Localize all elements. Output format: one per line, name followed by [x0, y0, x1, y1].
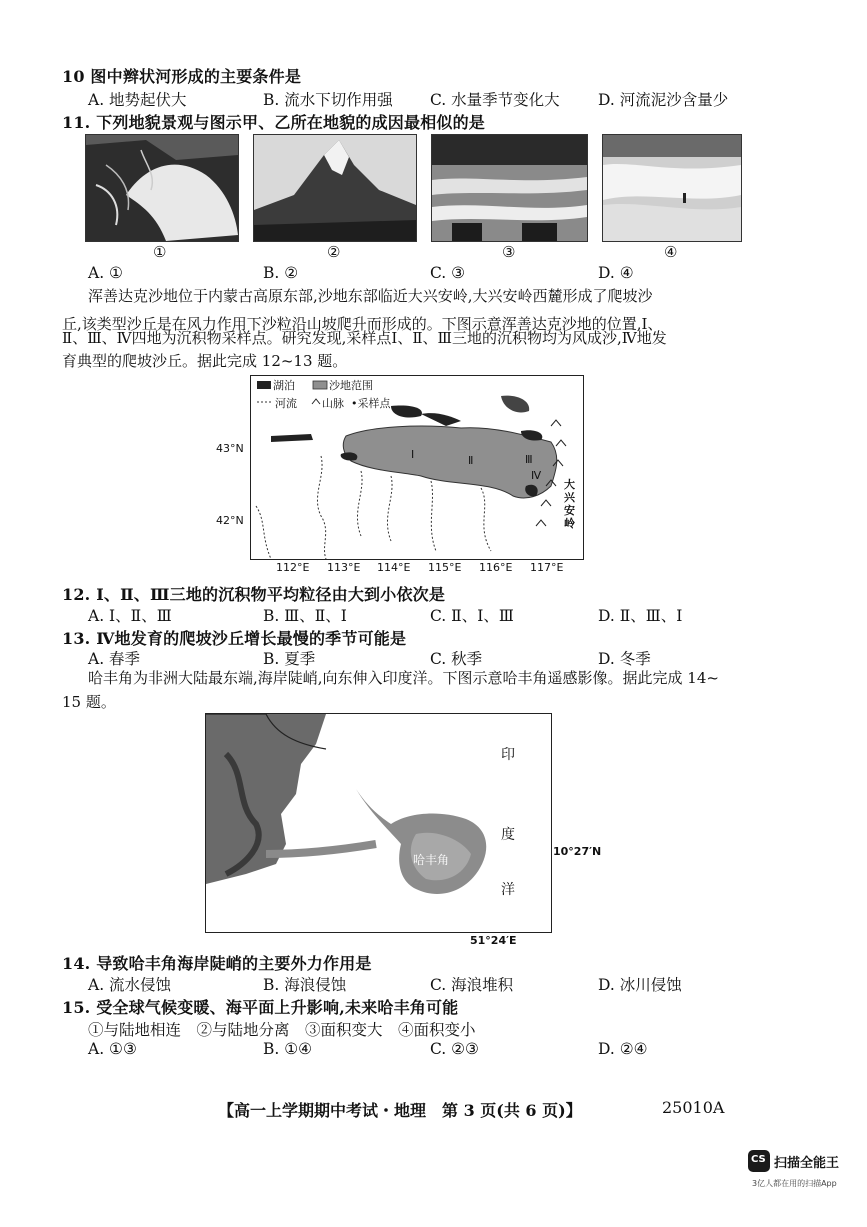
- photo-2: [253, 134, 417, 242]
- q14-option-a: A. 流水侵蚀: [88, 976, 172, 994]
- q15-option-d: D. ②④: [598, 1040, 648, 1058]
- q11-stem: 11. 下列地貌景观与图示甲、乙所在地貌的成因最相似的是: [62, 113, 486, 132]
- q15-option-b: B. ①④: [263, 1040, 313, 1058]
- photo-1: [85, 134, 239, 242]
- sample-point-2: Ⅱ: [468, 454, 474, 467]
- lat-43: 43°N: [216, 442, 244, 455]
- q10-option-a: A. 地势起伏大: [88, 91, 187, 109]
- sample-point-1: Ⅰ: [411, 448, 415, 461]
- scanner-brand: 扫描全能王: [774, 1156, 840, 1171]
- photo-4: [602, 134, 742, 242]
- lon-112: 112°E: [276, 561, 310, 574]
- q12-option-a: A. Ⅰ、Ⅱ、Ⅲ: [88, 607, 172, 625]
- passage1-line-1: 浑善达克沙地位于内蒙古高原东部,沙地东部临近大兴安岭,大兴安岭西麓形成了爬坡沙: [88, 287, 653, 305]
- photo-label-1: ①: [153, 243, 167, 261]
- scanner-logo-badge: CS: [751, 1154, 766, 1165]
- legend-mountain: 山脉: [322, 397, 344, 410]
- q13-option-a: A. 春季: [88, 650, 141, 668]
- cape-label: 哈丰角: [413, 853, 450, 867]
- q15-statements: ①与陆地相连 ②与陆地分离 ③面积变大 ④面积变小: [88, 1021, 476, 1039]
- photo-label-4: ④: [664, 243, 678, 261]
- q11-option-a: A. ①: [88, 264, 123, 282]
- q15-option-c: C. ②③: [430, 1040, 479, 1058]
- lat-label: 10°27′N: [553, 845, 602, 858]
- lon-114: 114°E: [377, 561, 411, 574]
- scanner-logo-icon: [748, 1150, 770, 1172]
- lon-116: 116°E: [479, 561, 513, 574]
- range-label-2: 兴: [564, 491, 575, 504]
- page-footer-title: 【高一上学期期中考试・地理 第 3 页(共 6 页)】: [218, 1101, 582, 1120]
- lon-113: 113°E: [327, 561, 361, 574]
- sample-point-4: Ⅳ: [531, 469, 542, 482]
- q11-option-c: C. ③: [430, 264, 466, 282]
- ocean-label-2: 度: [501, 827, 515, 843]
- legend-sample: •采样点: [351, 397, 391, 410]
- lon-label: 51°24′E: [470, 934, 517, 947]
- q13-option-c: C. 秋季: [430, 650, 483, 668]
- sandland-map: [250, 375, 584, 560]
- ocean-label-1: 印: [501, 747, 515, 763]
- cape-satellite-image: [205, 713, 552, 933]
- q15-option-a: A. ①③: [88, 1040, 137, 1058]
- ocean-label-3: 洋: [501, 882, 515, 898]
- q13-stem: 13. Ⅳ地发育的爬坡沙丘增长最慢的季节可能是: [62, 629, 407, 648]
- q12-option-d: D. Ⅱ、Ⅲ、Ⅰ: [598, 607, 683, 625]
- q12-stem: 12. Ⅰ、Ⅱ、Ⅲ三地的沉积物平均粒径由大到小依次是: [62, 585, 446, 604]
- q10-option-c: C. 水量季节变化大: [430, 91, 560, 109]
- passage1-line-3: Ⅱ、Ⅲ、Ⅳ四地为沉积物采样点。研究发现,采样点Ⅰ、Ⅱ、Ⅲ三地的沉积物均为风成沙,Ⅳ地发: [62, 329, 667, 347]
- passage1-line-2: 丘,该类型沙丘是在风力作用下沙粒沿山坡爬升而形成的。下图示意浑善达克沙地的位置,Ⅰ、: [62, 315, 663, 333]
- q11-option-b: B. ②: [263, 264, 299, 282]
- q10-option-b: B. 流水下切作用强: [263, 91, 393, 109]
- passage1-line-4: 育典型的爬坡沙丘。据此完成 12~13 题。: [62, 352, 348, 370]
- q11-option-d: D. ④: [598, 264, 634, 282]
- q10-stem: 10 图中辫状河形成的主要条件是: [62, 67, 302, 86]
- legend-sand: 沙地范围: [329, 379, 373, 392]
- photo-label-2: ②: [327, 243, 341, 261]
- passage2-line-1: 哈丰角为非洲大陆最东端,海岸陡峭,向东伸入印度洋。下图示意哈丰角遥感影像。据此完成 14~: [88, 669, 719, 687]
- q12-option-c: C. Ⅱ、Ⅰ、Ⅲ: [430, 607, 514, 625]
- photo-3: [431, 134, 588, 242]
- legend-river: 河流: [275, 397, 297, 410]
- page-footer-code: 25010A: [662, 1098, 725, 1117]
- q14-option-c: C. 海浪堆积: [430, 976, 514, 994]
- q14-stem: 14. 导致哈丰角海岸陡峭的主要外力作用是: [62, 954, 372, 973]
- scanner-tagline: 3亿人都在用的扫描App: [752, 1179, 837, 1188]
- range-label-1: 大: [564, 478, 575, 491]
- passage2-line-2: 15 题。: [62, 693, 116, 711]
- q12-option-b: B. Ⅲ、Ⅱ、Ⅰ: [263, 607, 347, 625]
- q13-option-b: B. 夏季: [263, 650, 316, 668]
- legend-lake: 湖泊: [273, 379, 295, 392]
- photo-label-3: ③: [502, 243, 516, 261]
- q13-option-d: D. 冬季: [598, 650, 651, 668]
- q14-option-d: D. 冰川侵蚀: [598, 976, 682, 994]
- lon-115: 115°E: [428, 561, 462, 574]
- q15-stem: 15. 受全球气候变暖、海平面上升影响,未来哈丰角可能: [62, 998, 459, 1017]
- lon-117: 117°E: [530, 561, 564, 574]
- q14-option-b: B. 海浪侵蚀: [263, 976, 347, 994]
- range-label-4: 岭: [564, 517, 575, 530]
- range-label-3: 安: [564, 504, 575, 517]
- lat-42: 42°N: [216, 514, 244, 527]
- sample-point-3: Ⅲ: [525, 453, 533, 466]
- q10-option-d: D. 河流泥沙含量少: [598, 91, 729, 109]
